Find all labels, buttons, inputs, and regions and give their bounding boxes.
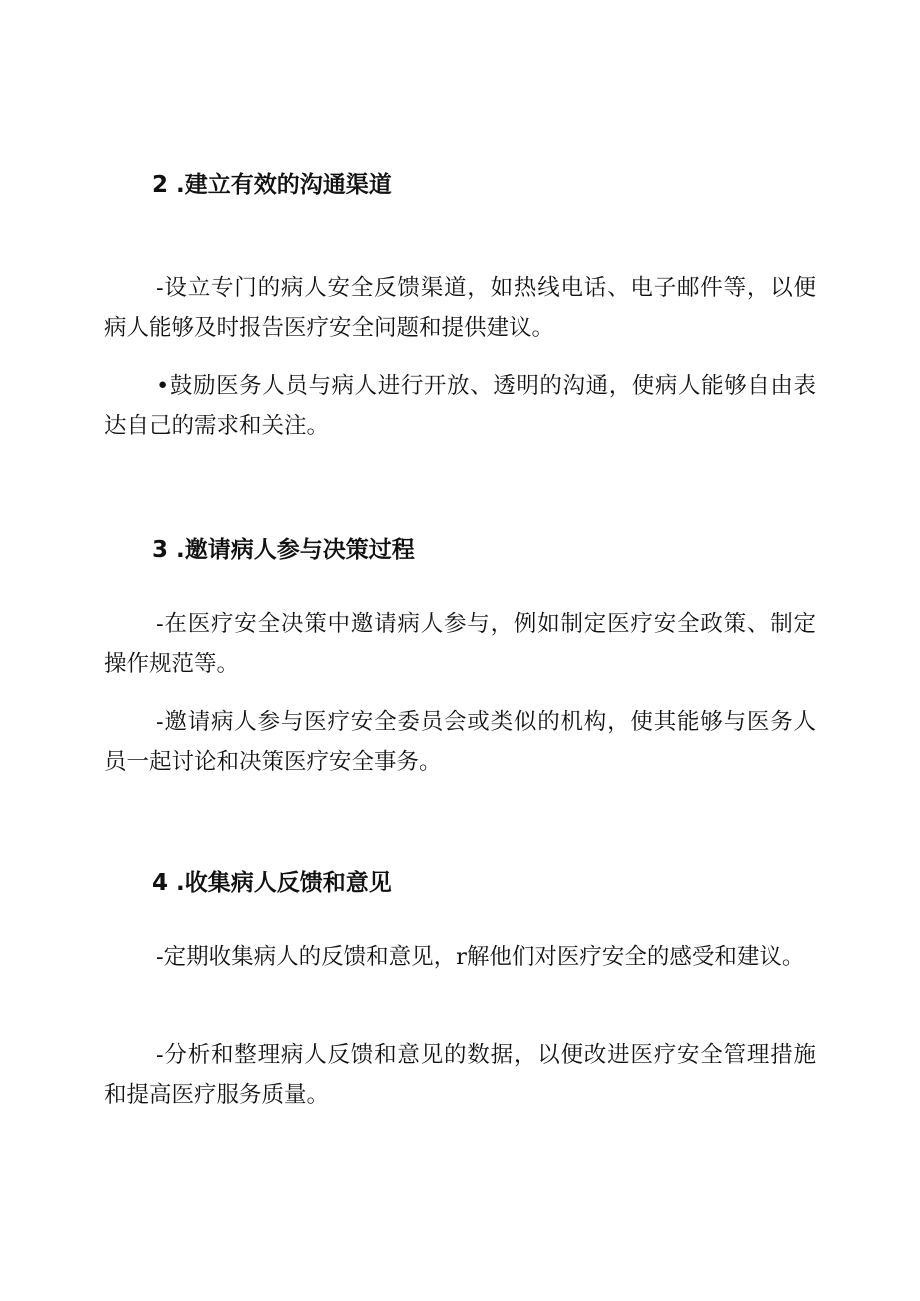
paragraph-3-1: -在医疗安全决策中邀请病人参与，例如制定医疗安全政策、制定操作规范等。 <box>104 611 816 677</box>
paragraph-2-2: •鼓励医务人员与病人进行开放、透明的沟通，使病人能够自由表达自己的需求和关注。 <box>104 373 816 439</box>
paragraph-2-1: -设立专门的病人安全反馈渠道，如热线电话、电子邮件等，以便病人能够及时报告医疗安全问题和提供建议。 <box>104 275 816 341</box>
section-heading-2: 2 .建立有效的沟通渠道 <box>152 172 392 198</box>
paragraph-3-2: -邀请病人参与医疗安全委员会或类似的机构，使其能够与医务人员一起讨论和决策医疗安全事务。 <box>104 709 816 775</box>
paragraph-4-1: -定期收集病人的反馈和意见，r解他们对医疗安全的感受和建议。 <box>156 944 805 970</box>
section-heading-3: 3 .邀请病人参与决策过程 <box>152 537 415 563</box>
section-heading-4: 4 .收集病人反馈和意见 <box>152 870 392 896</box>
paragraph-4-2: -分析和整理病人反馈和意见的数据，以便改进医疗安全管理措施和提高医疗服务质量。 <box>104 1042 816 1108</box>
